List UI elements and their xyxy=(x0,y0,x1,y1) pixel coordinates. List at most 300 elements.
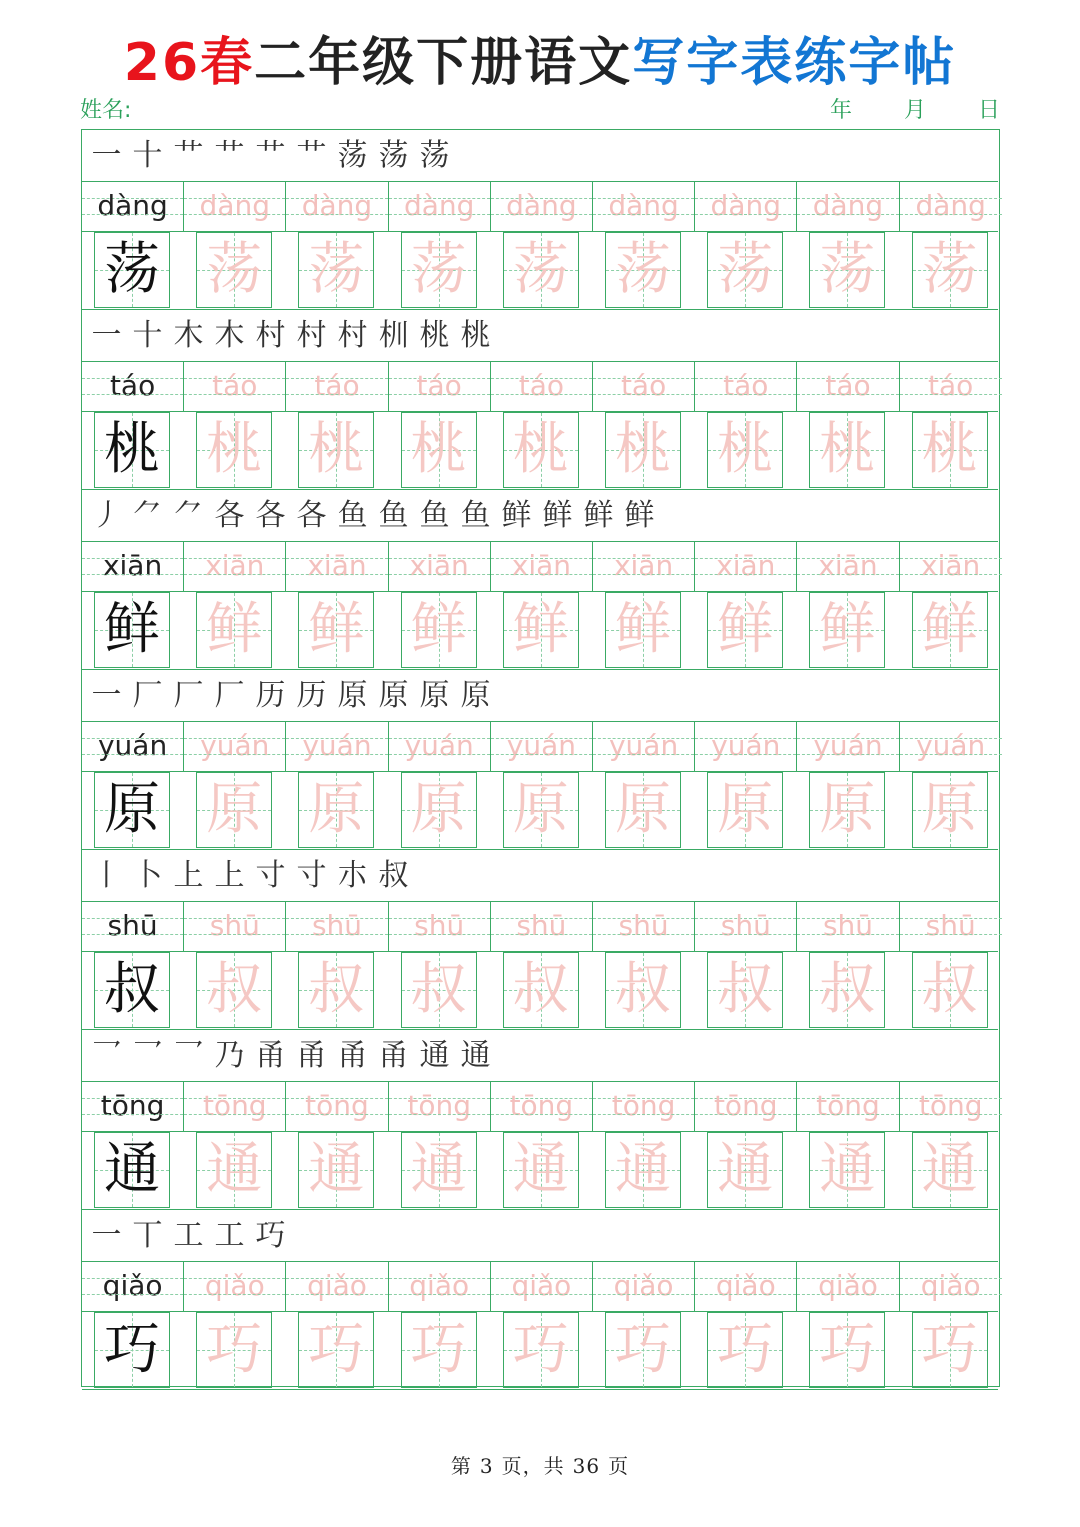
stroke-step: 工 xyxy=(214,1218,245,1253)
footer-mid: 页，共 xyxy=(501,1454,565,1478)
pinyin-trace: yuán xyxy=(506,729,576,762)
character-trace: 原 xyxy=(717,777,774,842)
pinyin-trace-cell[interactable] xyxy=(593,1082,695,1131)
character-trace-box[interactable] xyxy=(503,772,579,848)
character-trace: 荡 xyxy=(717,237,774,302)
pinyin-row xyxy=(82,362,998,412)
stroke-step: 鱼 xyxy=(419,498,450,533)
pinyin-trace-cell[interactable] xyxy=(900,1082,1002,1131)
stroke-step: 乃 xyxy=(214,1038,245,1073)
character-trace-box[interactable] xyxy=(298,232,374,308)
character-model-box xyxy=(94,952,170,1028)
character-trace-box[interactable] xyxy=(196,1132,272,1208)
character-trace-box[interactable] xyxy=(707,1132,783,1208)
pinyin-trace: qiǎo xyxy=(715,1269,776,1302)
pinyin-trace-cell[interactable] xyxy=(286,542,388,591)
character-trace: 通 xyxy=(410,1137,467,1202)
footer-total-pages: 36 xyxy=(572,1454,601,1478)
character-trace: 鲜 xyxy=(308,597,365,662)
pinyin-trace-cell[interactable] xyxy=(797,362,899,411)
stroke-step: 巧 xyxy=(255,1218,286,1253)
character-trace: 桃 xyxy=(206,417,263,482)
practice-grid xyxy=(81,129,1000,1387)
stroke-step: 寸 xyxy=(255,858,286,893)
stroke-step: 艹 xyxy=(173,138,204,173)
character-trace: 叔 xyxy=(410,957,467,1022)
pinyin-trace: shū xyxy=(209,909,260,942)
day-label: 日 xyxy=(977,98,1000,123)
character-trace-box[interactable] xyxy=(401,1312,477,1388)
character-trace-box[interactable] xyxy=(707,232,783,308)
stroke-step: ⺈ xyxy=(173,498,204,533)
stroke-order-row xyxy=(82,490,998,542)
character-trace: 鲜 xyxy=(512,597,569,662)
pinyin-trace-cell[interactable] xyxy=(695,182,797,231)
character-trace-box[interactable] xyxy=(605,232,681,308)
character-trace-box[interactable] xyxy=(809,592,885,668)
pinyin-trace: xiān xyxy=(716,549,776,582)
character-trace: 巧 xyxy=(206,1317,263,1382)
pinyin-trace-cell[interactable] xyxy=(389,362,491,411)
pinyin-trace-cell[interactable] xyxy=(389,722,491,771)
pinyin-trace-cell[interactable] xyxy=(900,1262,1002,1311)
character-trace: 巧 xyxy=(819,1317,876,1382)
stroke-step: 村 xyxy=(255,318,286,353)
pinyin-trace-cell[interactable] xyxy=(286,182,388,231)
character-trace-box[interactable] xyxy=(707,772,783,848)
character-model: 鲜 xyxy=(104,597,160,662)
pinyin-trace-cell[interactable] xyxy=(797,542,899,591)
stroke-step: 鱼 xyxy=(378,498,409,533)
stroke-step: 叔 xyxy=(378,858,409,893)
pinyin-row xyxy=(82,1262,998,1312)
stroke-step: 历 xyxy=(255,678,286,713)
character-trace: 鲜 xyxy=(717,597,774,662)
character-trace: 通 xyxy=(512,1137,569,1202)
character-trace-box[interactable] xyxy=(605,412,681,488)
pinyin-trace-cell[interactable] xyxy=(797,182,899,231)
character-trace-box[interactable] xyxy=(605,772,681,848)
pinyin-trace: shū xyxy=(618,909,669,942)
stroke-step: 鲜 xyxy=(542,498,573,533)
pinyin-trace-cell[interactable] xyxy=(286,1262,388,1311)
pinyin-trace-cell[interactable] xyxy=(184,722,286,771)
stroke-step: 艹 xyxy=(214,138,245,173)
stroke-step: 通 xyxy=(460,1038,491,1073)
pinyin-model-cell xyxy=(82,1082,184,1131)
pinyin-trace-cell[interactable] xyxy=(900,362,1002,411)
year-label: 年 xyxy=(830,98,853,123)
character-trace: 原 xyxy=(206,777,263,842)
pinyin-model-cell xyxy=(82,902,184,951)
stroke-step: 荡 xyxy=(337,138,368,173)
character-model: 叔 xyxy=(104,957,160,1022)
character-trace: 鲜 xyxy=(206,597,263,662)
pinyin-trace-cell[interactable] xyxy=(695,362,797,411)
pinyin-trace-cell[interactable] xyxy=(695,902,797,951)
stroke-step: 一 xyxy=(91,138,122,173)
character-trace-box[interactable] xyxy=(298,1132,374,1208)
practice-unit xyxy=(82,130,998,310)
character-trace: 原 xyxy=(308,777,365,842)
character-trace-box[interactable] xyxy=(298,592,374,668)
character-trace-box[interactable] xyxy=(809,412,885,488)
pinyin-model-cell xyxy=(82,722,184,771)
stroke-step: 鱼 xyxy=(337,498,368,533)
character-trace-box[interactable] xyxy=(196,772,272,848)
stroke-step: 甬 xyxy=(296,1038,327,1073)
pinyin-trace: qiǎo xyxy=(307,1269,367,1302)
stroke-step: 寸 xyxy=(296,858,327,893)
character-trace: 巧 xyxy=(615,1317,671,1382)
character-trace-box[interactable] xyxy=(503,412,579,488)
pinyin-trace-cell[interactable] xyxy=(286,902,388,951)
pinyin-trace-cell[interactable] xyxy=(797,902,899,951)
character-trace-box[interactable] xyxy=(912,412,988,488)
character-trace-box[interactable] xyxy=(401,412,477,488)
pinyin-trace-cell[interactable] xyxy=(286,1082,388,1131)
stroke-step: 朩 xyxy=(337,858,368,893)
pinyin-model: qiǎo xyxy=(102,1269,163,1302)
character-trace: 荡 xyxy=(921,237,978,302)
stroke-step: 甬 xyxy=(337,1038,368,1073)
character-row xyxy=(82,1132,998,1210)
character-trace: 叔 xyxy=(615,957,671,1022)
character-trace: 荡 xyxy=(615,237,671,302)
pinyin-model-cell xyxy=(82,182,184,231)
month-label: 月 xyxy=(903,98,926,123)
character-trace-box[interactable] xyxy=(707,952,783,1028)
stroke-step: 工 xyxy=(173,1218,204,1253)
character-trace: 原 xyxy=(615,777,671,842)
character-trace-box[interactable] xyxy=(298,412,374,488)
pinyin-trace: dàng xyxy=(608,189,679,222)
pinyin-trace-cell[interactable] xyxy=(184,1082,286,1131)
character-trace: 叔 xyxy=(512,957,569,1022)
stroke-order-row xyxy=(82,670,998,722)
pinyin-trace-cell[interactable] xyxy=(593,1262,695,1311)
pinyin-trace-cell[interactable] xyxy=(900,182,1002,231)
character-row xyxy=(82,232,998,310)
character-trace: 荡 xyxy=(410,237,467,302)
title-part-black: 二年级下册语文 xyxy=(254,33,633,93)
pinyin-trace-cell[interactable] xyxy=(593,542,695,591)
stroke-order-row xyxy=(82,850,998,902)
stroke-step: 一 xyxy=(91,678,122,713)
pinyin-trace-cell[interactable] xyxy=(695,542,797,591)
pinyin-trace: xiān xyxy=(818,549,878,582)
character-trace-box[interactable] xyxy=(912,232,988,308)
pinyin-row xyxy=(82,1082,998,1132)
pinyin-trace: tōng xyxy=(509,1089,574,1122)
pinyin-trace-cell[interactable] xyxy=(184,1262,286,1311)
character-trace: 巧 xyxy=(308,1317,365,1382)
character-trace-box[interactable] xyxy=(503,232,579,308)
pinyin-trace-cell[interactable] xyxy=(593,902,695,951)
pinyin-trace: dàng xyxy=(301,189,373,222)
stroke-step: 卜 xyxy=(132,858,163,893)
character-trace-box[interactable] xyxy=(298,1312,374,1388)
page-footer xyxy=(0,1450,1080,1479)
character-trace-box[interactable] xyxy=(298,952,374,1028)
pinyin-trace: yuán xyxy=(711,729,781,762)
stroke-step: 历 xyxy=(296,678,327,713)
pinyin-trace-cell[interactable] xyxy=(695,722,797,771)
character-trace-box[interactable] xyxy=(196,1312,272,1388)
character-trace-box[interactable] xyxy=(401,952,477,1028)
pinyin-trace: táo xyxy=(518,369,565,402)
character-trace: 叔 xyxy=(206,957,263,1022)
pinyin-trace: qiǎo xyxy=(511,1269,572,1302)
character-trace-box[interactable] xyxy=(707,592,783,668)
stroke-step: ⺈ xyxy=(132,498,163,533)
stroke-step: 原 xyxy=(337,678,368,713)
character-trace: 通 xyxy=(819,1137,876,1202)
character-trace-box[interactable] xyxy=(707,1312,783,1388)
pinyin-trace: xiān xyxy=(409,549,469,582)
pinyin-trace: yuán xyxy=(302,729,372,762)
character-trace: 通 xyxy=(921,1137,978,1202)
stroke-step: 艹 xyxy=(255,138,286,173)
character-trace-box[interactable] xyxy=(196,412,272,488)
pinyin-model: tōng xyxy=(100,1089,165,1122)
character-trace-box[interactable] xyxy=(196,592,272,668)
character-model-box xyxy=(94,412,170,488)
character-trace-box[interactable] xyxy=(912,1312,988,1388)
character-row xyxy=(82,952,998,1030)
pinyin-trace: tōng xyxy=(713,1089,778,1122)
character-trace: 鲜 xyxy=(410,597,467,662)
stroke-step: 荡 xyxy=(419,138,450,173)
pinyin-trace: táo xyxy=(314,369,360,402)
pinyin-trace: xiān xyxy=(205,549,265,582)
pinyin-trace-cell[interactable] xyxy=(900,542,1002,591)
pinyin-trace-cell[interactable] xyxy=(593,722,695,771)
character-trace-box[interactable] xyxy=(912,952,988,1028)
stroke-step: 上 xyxy=(173,858,204,893)
stroke-step: 艹 xyxy=(296,138,327,173)
pinyin-trace-cell[interactable] xyxy=(491,722,593,771)
pinyin-trace: shū xyxy=(720,909,771,942)
stroke-step: 各 xyxy=(296,498,327,533)
pinyin-trace-cell[interactable] xyxy=(389,1262,491,1311)
pinyin-trace: shū xyxy=(822,909,874,942)
pinyin-trace: shū xyxy=(925,909,976,942)
character-trace-box[interactable] xyxy=(605,1312,681,1388)
character-trace: 鲜 xyxy=(819,597,876,662)
character-trace-box[interactable] xyxy=(912,772,988,848)
stroke-step: 木 xyxy=(173,318,204,353)
pinyin-row xyxy=(82,722,998,772)
pinyin-trace-cell[interactable] xyxy=(389,1082,491,1131)
character-trace-box[interactable] xyxy=(401,772,477,848)
stroke-step: 一 xyxy=(91,318,122,353)
character-trace-box[interactable] xyxy=(912,592,988,668)
character-trace: 通 xyxy=(206,1137,263,1202)
stroke-step: 厂 xyxy=(214,678,245,713)
character-trace: 叔 xyxy=(308,957,365,1022)
stroke-step: 上 xyxy=(214,858,245,893)
pinyin-trace: yuán xyxy=(200,729,270,762)
character-trace: 桃 xyxy=(512,417,569,482)
character-trace: 桃 xyxy=(819,417,876,482)
character-trace: 荡 xyxy=(819,237,876,302)
pinyin-model: dàng xyxy=(97,189,168,222)
pinyin-model-cell xyxy=(82,1262,184,1311)
pinyin-trace: tōng xyxy=(816,1089,880,1122)
footer-page-number: 3 xyxy=(479,1454,494,1478)
pinyin-trace: táo xyxy=(723,369,769,402)
stroke-step: 桃 xyxy=(460,318,491,353)
character-trace-box[interactable] xyxy=(605,952,681,1028)
pinyin-trace: yuán xyxy=(404,729,474,762)
pinyin-trace-cell[interactable] xyxy=(491,542,593,591)
character-trace-box[interactable] xyxy=(298,772,374,848)
pinyin-trace-cell[interactable] xyxy=(286,722,388,771)
pinyin-trace: táo xyxy=(620,369,667,402)
character-trace: 鲜 xyxy=(921,597,978,662)
stroke-step: 桃 xyxy=(419,318,450,353)
pinyin-model-cell xyxy=(82,362,184,411)
pinyin-model: yuán xyxy=(97,729,168,762)
page-title xyxy=(0,28,1080,98)
pinyin-trace: dàng xyxy=(710,189,781,222)
pinyin-trace-cell[interactable] xyxy=(900,722,1002,771)
practice-unit xyxy=(82,310,998,490)
pinyin-trace-cell[interactable] xyxy=(900,902,1002,951)
pinyin-trace: qiǎo xyxy=(613,1269,674,1302)
character-trace-box[interactable] xyxy=(503,1132,579,1208)
pinyin-trace-cell[interactable] xyxy=(389,902,491,951)
pinyin-trace: xiān xyxy=(613,549,674,582)
character-trace-box[interactable] xyxy=(503,592,579,668)
pinyin-trace-cell[interactable] xyxy=(593,182,695,231)
character-trace: 叔 xyxy=(717,957,774,1022)
stroke-step: 鲜 xyxy=(501,498,532,533)
character-trace: 桃 xyxy=(410,417,467,482)
character-trace-box[interactable] xyxy=(503,1312,579,1388)
character-model-box xyxy=(94,1132,170,1208)
pinyin-trace-cell[interactable] xyxy=(491,362,593,411)
pinyin-trace-cell[interactable] xyxy=(491,1262,593,1311)
stroke-step: 一 xyxy=(91,1218,122,1253)
pinyin-trace-cell[interactable] xyxy=(389,182,491,231)
character-trace: 原 xyxy=(921,777,978,842)
pinyin-trace-cell[interactable] xyxy=(695,1082,797,1131)
character-trace: 鲜 xyxy=(615,597,671,662)
pinyin-trace-cell[interactable] xyxy=(797,1082,899,1131)
character-trace: 叔 xyxy=(819,957,876,1022)
character-trace-box[interactable] xyxy=(809,232,885,308)
character-trace-box[interactable] xyxy=(196,232,272,308)
pinyin-trace-cell[interactable] xyxy=(184,362,286,411)
stroke-step: 甬 xyxy=(378,1038,409,1073)
character-trace-box[interactable] xyxy=(401,1132,477,1208)
character-trace-box[interactable] xyxy=(809,1312,885,1388)
pinyin-trace-cell[interactable] xyxy=(491,902,593,951)
character-trace-box[interactable] xyxy=(707,412,783,488)
pinyin-trace-cell[interactable] xyxy=(389,542,491,591)
pinyin-trace-cell[interactable] xyxy=(184,542,286,591)
pinyin-trace-cell[interactable] xyxy=(695,1262,797,1311)
pinyin-row xyxy=(82,542,998,592)
stroke-step: 乛 xyxy=(132,1038,163,1073)
character-trace-box[interactable] xyxy=(809,772,885,848)
character-trace-box[interactable] xyxy=(912,1132,988,1208)
character-trace: 桃 xyxy=(308,417,365,482)
stroke-step: 甬 xyxy=(255,1038,286,1073)
character-trace: 通 xyxy=(615,1137,671,1202)
stroke-step: 十 xyxy=(132,318,163,353)
character-row xyxy=(82,772,998,850)
character-trace-box[interactable] xyxy=(605,1132,681,1208)
pinyin-row xyxy=(82,182,998,232)
pinyin-trace-cell[interactable] xyxy=(491,182,593,231)
character-trace: 原 xyxy=(512,777,569,842)
pinyin-trace: táo xyxy=(928,369,974,402)
practice-unit xyxy=(82,1030,998,1210)
pinyin-trace: tōng xyxy=(611,1089,676,1122)
pinyin-trace-cell[interactable] xyxy=(797,1262,899,1311)
pinyin-trace-cell[interactable] xyxy=(593,362,695,411)
pinyin-trace: yuán xyxy=(608,729,679,762)
pinyin-trace: tōng xyxy=(202,1089,267,1122)
pinyin-trace: táo xyxy=(212,369,258,402)
character-trace: 通 xyxy=(717,1137,774,1202)
stroke-order-row xyxy=(82,1030,998,1082)
character-model-box xyxy=(94,772,170,848)
character-model: 桃 xyxy=(104,417,160,482)
character-trace: 叔 xyxy=(921,957,978,1022)
character-model-box xyxy=(94,1312,170,1388)
character-trace-box[interactable] xyxy=(503,952,579,1028)
pinyin-trace: qiǎo xyxy=(920,1269,981,1302)
character-trace-box[interactable] xyxy=(401,232,477,308)
character-trace-box[interactable] xyxy=(401,592,477,668)
character-trace: 原 xyxy=(819,777,876,842)
stroke-step: 鱼 xyxy=(460,498,491,533)
pinyin-trace: xiān xyxy=(511,549,572,582)
pinyin-trace: shū xyxy=(414,909,465,942)
stroke-order-row xyxy=(82,1210,998,1262)
stroke-step: 荡 xyxy=(378,138,409,173)
stroke-step: 乛 xyxy=(91,1038,122,1073)
pinyin-trace-cell[interactable] xyxy=(184,902,286,951)
character-trace: 巧 xyxy=(717,1317,774,1382)
practice-unit xyxy=(82,1210,998,1390)
pinyin-trace: dàng xyxy=(199,189,270,222)
pinyin-trace-cell[interactable] xyxy=(797,722,899,771)
character-trace-box[interactable] xyxy=(196,952,272,1028)
pinyin-trace: shū xyxy=(311,909,363,942)
pinyin-trace: dàng xyxy=(506,189,577,222)
pinyin-trace-cell[interactable] xyxy=(184,182,286,231)
pinyin-model: táo xyxy=(109,369,156,402)
stroke-step: 鲜 xyxy=(583,498,614,533)
character-trace-box[interactable] xyxy=(809,952,885,1028)
practice-unit xyxy=(82,670,998,850)
stroke-step: 原 xyxy=(378,678,409,713)
pinyin-trace-cell[interactable] xyxy=(491,1082,593,1131)
stroke-step: 木 xyxy=(214,318,245,353)
pinyin-trace: dàng xyxy=(403,189,475,222)
character-trace-box[interactable] xyxy=(605,592,681,668)
footer-suffix: 页 xyxy=(608,1454,630,1478)
character-trace-box[interactable] xyxy=(809,1132,885,1208)
stroke-step: 丿 xyxy=(91,498,122,533)
pinyin-trace-cell[interactable] xyxy=(286,362,388,411)
pinyin-trace: dàng xyxy=(915,189,986,222)
